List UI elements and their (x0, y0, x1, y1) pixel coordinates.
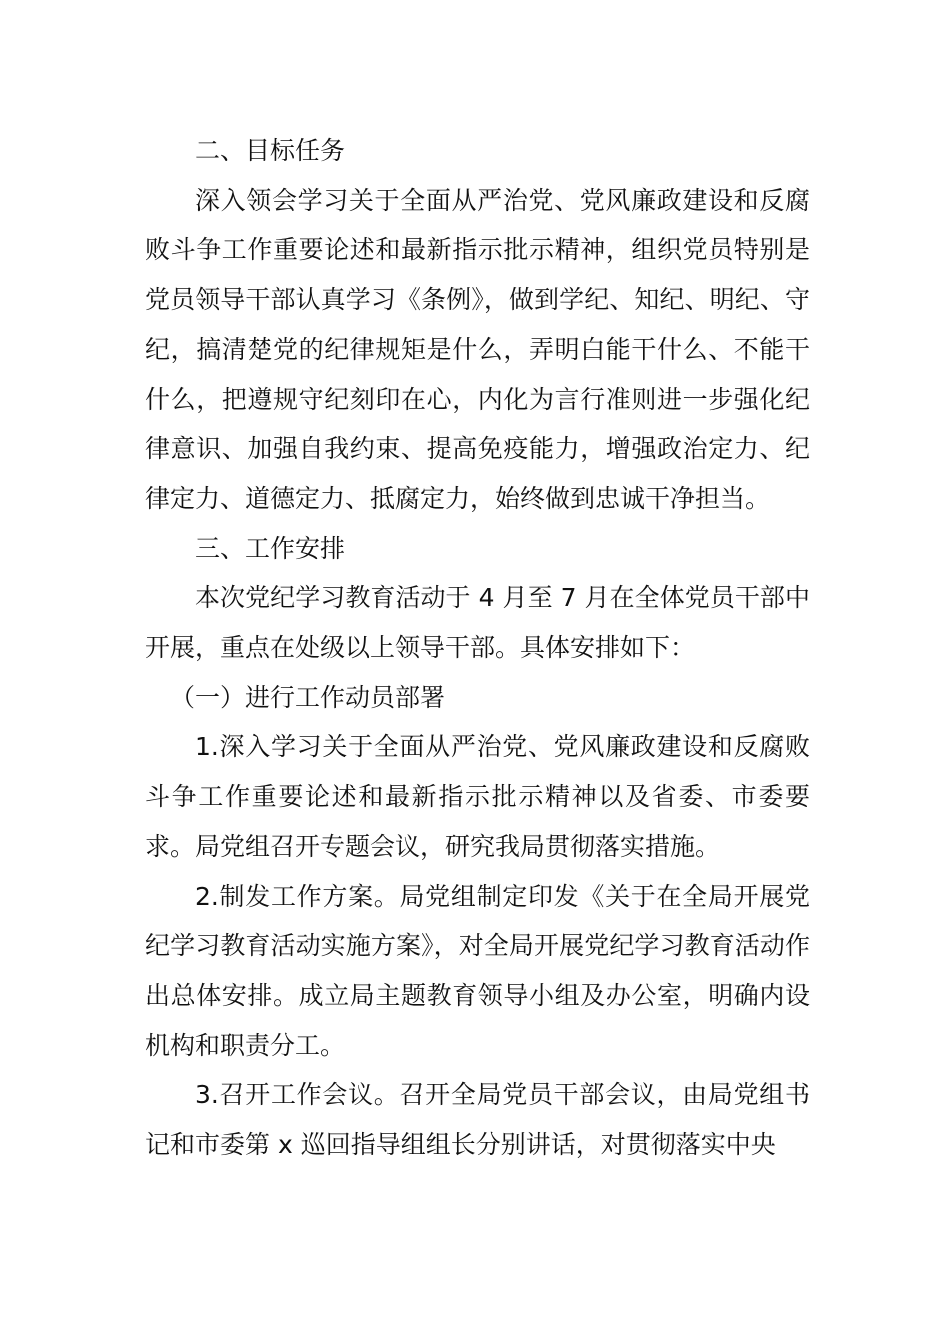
list-item-2: 2.制发工作方案。局党组制定印发《关于在全局开展党纪学习教育活动实施方案》，对全局开展党纪学习教育活动作出总体安排。成立局主题教育领导小组及办公室，明确内设机构和职责分工。 (145, 881, 810, 1060)
section-heading-arrangement: 三、工作安排 (195, 533, 346, 563)
paragraph-arrangement: 本次党纪学习教育活动于 4 月至 7 月在全体党员干部中开展，重点在处级以上领导干部。具体安排如下： (145, 583, 810, 663)
subsection-heading-mobilization: （一）进行工作动员部署 (170, 682, 446, 712)
paragraph-goals: 深入领会学习关于全面从严治党、党风廉政建设和反腐败斗争工作重要论述和最新指示批示精神，组织党员特别是党员领导干部认真学习《条例》，做到学纪、知纪、明纪、守纪，搞清楚党的纪律规矩是什么，弄明白能干什么、不能干什么，把遵规守纪刻印在心，内化为言行准则进一步强化纪律意识、加强自我约束、提高免疫能力，增强政治定力、纪律定力、道德定力、抵腐定力，始终做到忠诚干净担当。 (145, 185, 810, 513)
section-heading-goals: 二、目标任务 (195, 136, 346, 165)
document-page (145, 126, 810, 1170)
list-item-1: 1.深入学习关于全面从严治党、党风廉政建设和反腐败斗争工作重要论述和最新指示批示精神以及省委、市委要求。局党组召开专题会议，研究我局贯彻落实措施。 (145, 732, 810, 861)
list-item-3: 3.召开工作会议。召开全局党员干部会议，由局党组书记和市委第 x 巡回指导组组长分别讲话，对贯彻落实中央 (145, 1080, 810, 1160)
